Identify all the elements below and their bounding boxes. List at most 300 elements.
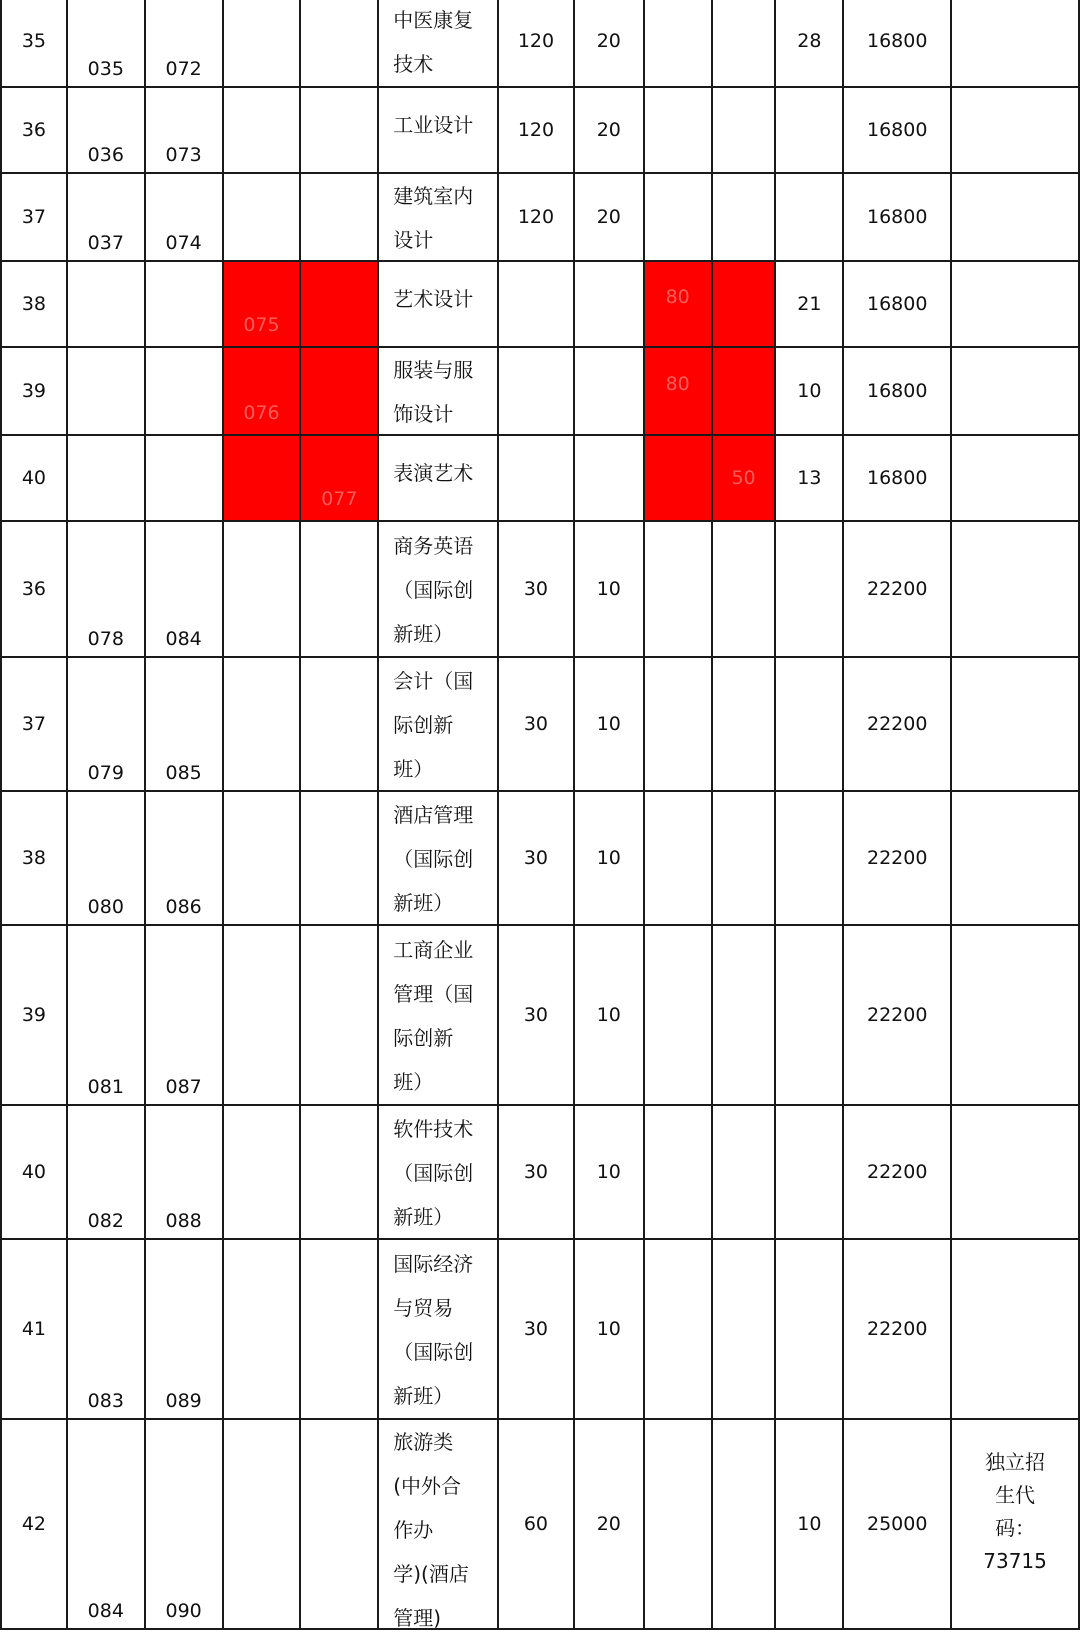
tuition-fee: 16800 — [867, 206, 928, 228]
program-name — [393, 928, 493, 1104]
code-c-cell — [223, 347, 301, 435]
plan-count-cell — [498, 173, 574, 261]
code-d-cell — [300, 1105, 378, 1239]
note-cell — [951, 657, 1079, 791]
row-number: 40 — [21, 467, 47, 489]
code-c-cell — [223, 1105, 301, 1239]
code-c-cell — [223, 791, 301, 925]
row-number: 36 — [21, 578, 47, 600]
plan-count-2-cell — [574, 521, 644, 657]
art-count-2-cell — [712, 1105, 776, 1239]
art-count-2-cell — [712, 1239, 776, 1419]
table-row — [1, 657, 1079, 791]
code-b-cell — [145, 925, 223, 1105]
program-name-cell — [378, 435, 498, 521]
program-name-line: 建筑室内 — [393, 184, 474, 208]
program-name-line: 班） — [393, 757, 434, 781]
code-c-cell — [223, 925, 301, 1105]
program-name-cell — [378, 1105, 498, 1239]
program-name-line: 作办 — [393, 1518, 434, 1542]
code-a: 081 — [87, 1076, 124, 1098]
art-count-2-cell — [712, 261, 776, 347]
plan-count: 120 — [517, 30, 555, 52]
code-b: 087 — [165, 1076, 202, 1098]
program-name-line: 会计（国 — [393, 669, 474, 693]
row-number: 35 — [21, 30, 47, 52]
note-line: 73715 — [983, 1549, 1047, 1573]
program-name-line: 旅游类 — [393, 1430, 454, 1454]
plan-count-2-cell — [574, 347, 644, 435]
art-count-cell — [644, 1419, 712, 1629]
program-name — [393, 1107, 493, 1239]
table-row — [1, 925, 1079, 1105]
code-a: 082 — [87, 1210, 124, 1232]
code-c-cell — [223, 657, 301, 791]
row-number-cell — [1, 791, 67, 925]
extra-count: 28 — [797, 30, 822, 52]
art-count-2-cell — [712, 925, 776, 1105]
row-number-cell — [1, 1105, 67, 1239]
code-b: 085 — [165, 762, 202, 784]
code-b: 086 — [165, 896, 202, 918]
program-name-line: 艺术设计 — [393, 287, 474, 311]
code-b-cell — [145, 1239, 223, 1419]
program-name-cell — [378, 521, 498, 657]
row-number-cell — [1, 925, 67, 1105]
program-name-cell — [378, 925, 498, 1105]
code-d-cell — [300, 0, 378, 87]
art-count-cell — [644, 521, 712, 657]
extra-count-cell — [775, 173, 843, 261]
program-name — [393, 524, 493, 656]
code-a-cell — [67, 347, 145, 435]
plan-count: 30 — [523, 1161, 549, 1183]
code-d-cell — [300, 521, 378, 657]
extra-count-cell — [775, 1105, 843, 1239]
code-a-cell — [67, 1419, 145, 1629]
plan-count-cell — [498, 87, 574, 173]
art-count: 80 — [665, 373, 690, 396]
art-count-cell — [644, 1105, 712, 1239]
row-number-cell — [1, 1239, 67, 1419]
program-name — [393, 793, 493, 925]
program-name-line: （国际创 — [393, 578, 474, 602]
art-count: 80 — [665, 286, 690, 309]
code-b-cell — [145, 1419, 223, 1629]
program-name-line: 与贸易 — [393, 1296, 454, 1320]
art-count-2-cell — [712, 87, 776, 173]
code-b: 074 — [165, 232, 202, 254]
art-count-cell — [644, 1239, 712, 1419]
extra-count-cell — [775, 657, 843, 791]
code-b-cell — [145, 1105, 223, 1239]
extra-count-cell — [775, 347, 843, 435]
program-name-line: （国际创 — [393, 847, 474, 871]
row-number: 37 — [21, 206, 47, 228]
extra-count: 10 — [797, 380, 822, 402]
program-name-line: 新班） — [393, 891, 454, 915]
program-name-line: 工业设计 — [393, 113, 474, 137]
program-name-line: 管理（国 — [393, 982, 474, 1006]
table-row — [1, 521, 1079, 657]
tuition-fee: 16800 — [867, 119, 928, 141]
code-a-cell — [67, 791, 145, 925]
program-name-line: 国际经济 — [393, 1252, 474, 1276]
plan-count-2-cell — [574, 0, 644, 87]
code-d-cell — [300, 347, 378, 435]
plan-count-2-cell — [574, 1105, 644, 1239]
row-number-cell — [1, 657, 67, 791]
tuition-fee-cell — [843, 791, 951, 925]
program-name — [393, 1242, 493, 1418]
table-row — [1, 1239, 1079, 1419]
plan-count-2: 20 — [596, 206, 621, 228]
code-a: 079 — [87, 762, 124, 784]
program-name-line: 服装与服 — [393, 358, 474, 382]
code-a-cell — [67, 173, 145, 261]
table-row — [1, 87, 1079, 173]
extra-count-cell — [775, 0, 843, 87]
program-name — [393, 174, 493, 262]
code-c-cell — [223, 1239, 301, 1419]
plan-count-cell — [498, 657, 574, 791]
code-d-cell — [300, 657, 378, 791]
extra-count-cell — [775, 521, 843, 657]
plan-count-2-cell — [574, 1239, 644, 1419]
program-name-cell — [378, 261, 498, 347]
program-name-cell — [378, 1239, 498, 1419]
note-line: 独立招 — [985, 1450, 1046, 1474]
note-cell — [951, 791, 1079, 925]
code-b-cell — [145, 261, 223, 347]
code-c-cell — [223, 261, 301, 347]
row-number: 39 — [21, 1004, 47, 1026]
plan-count-2: 20 — [596, 1513, 621, 1535]
note-line: 生代 — [995, 1483, 1036, 1507]
plan-count: 30 — [523, 1004, 549, 1026]
program-name — [393, 659, 493, 791]
art-count-cell — [644, 0, 712, 87]
extra-count-cell — [775, 435, 843, 521]
tuition-fee-cell — [843, 0, 951, 87]
plan-count: 30 — [523, 713, 549, 735]
row-number: 41 — [21, 1318, 47, 1340]
art-count-2-cell — [712, 657, 776, 791]
code-a: 078 — [87, 628, 124, 650]
extra-count-cell — [775, 87, 843, 173]
plan-count-cell — [498, 435, 574, 521]
plan-count-cell — [498, 521, 574, 657]
program-name-line: 新班） — [393, 622, 454, 646]
art-count-cell — [644, 435, 712, 521]
code-b: 072 — [165, 58, 202, 80]
program-name — [393, 1420, 493, 1636]
art-count-2-cell — [712, 435, 776, 521]
extra-count-cell — [775, 791, 843, 925]
table-row — [1, 1105, 1079, 1239]
program-name-cell — [378, 87, 498, 173]
program-name-cell — [378, 347, 498, 435]
code-b-cell — [145, 347, 223, 435]
row-number: 37 — [21, 713, 47, 735]
art-count-2-cell — [712, 791, 776, 925]
plan-count-cell — [498, 1105, 574, 1239]
plan-count-2: 10 — [596, 847, 621, 869]
plan-count-cell — [498, 925, 574, 1105]
row-number-cell — [1, 347, 67, 435]
plan-count-2-cell — [574, 1419, 644, 1629]
code-a: 036 — [87, 144, 124, 166]
art-count-2: 50 — [731, 467, 756, 489]
code-b-cell — [145, 791, 223, 925]
note-cell — [951, 521, 1079, 657]
plan-count-2-cell — [574, 791, 644, 925]
code-c-cell — [223, 1419, 301, 1629]
plan-count-2: 10 — [596, 578, 621, 600]
tuition-fee-cell — [843, 1419, 951, 1629]
plan-count: 120 — [517, 119, 555, 141]
plan-count-2: 10 — [596, 1004, 621, 1026]
plan-count: 30 — [523, 1318, 549, 1340]
code-a: 083 — [87, 1390, 124, 1412]
code-d-cell — [300, 261, 378, 347]
extra-count: 10 — [797, 1513, 822, 1535]
row-number-cell — [1, 0, 67, 87]
extra-count: 13 — [797, 467, 822, 489]
art-count-cell — [644, 657, 712, 791]
tuition-fee-cell — [843, 925, 951, 1105]
row-number: 40 — [21, 1161, 47, 1183]
code-a: 084 — [87, 1600, 124, 1622]
code-d: 077 — [321, 488, 358, 510]
table-row — [1, 791, 1079, 925]
plan-count-2-cell — [574, 925, 644, 1105]
plan-count-2-cell — [574, 435, 644, 521]
row-number: 42 — [21, 1513, 47, 1535]
tuition-fee: 22200 — [867, 713, 928, 735]
tuition-fee-cell — [843, 173, 951, 261]
row-number-cell — [1, 173, 67, 261]
program-name-line: （国际创 — [393, 1161, 474, 1185]
plan-count: 120 — [517, 206, 555, 228]
plan-count-cell — [498, 1239, 574, 1419]
program-name — [393, 348, 493, 436]
code-c-cell — [223, 521, 301, 657]
program-name-cell — [378, 0, 498, 87]
art-count-cell — [644, 791, 712, 925]
art-count-cell — [644, 173, 712, 261]
program-name-line: 中医康复 — [393, 8, 474, 32]
plan-count-cell — [498, 791, 574, 925]
program-name-line: 际创新 — [393, 713, 454, 737]
note-cell — [951, 87, 1079, 173]
program-name-line: 酒店管理 — [393, 803, 474, 827]
program-name-line: 学)(酒店 — [393, 1562, 469, 1586]
art-count-2-cell — [712, 521, 776, 657]
code-a-cell — [67, 657, 145, 791]
tuition-fee: 25000 — [867, 1513, 928, 1535]
code-c-cell — [223, 87, 301, 173]
program-name — [393, 451, 493, 495]
extra-count-cell — [775, 925, 843, 1105]
tuition-fee-cell — [843, 261, 951, 347]
plan-count-2: 20 — [596, 119, 621, 141]
program-name — [393, 103, 493, 147]
tuition-fee: 16800 — [867, 467, 928, 489]
plan-count-2: 10 — [596, 1318, 621, 1340]
tuition-fee-cell — [843, 347, 951, 435]
note-cell — [951, 1239, 1079, 1419]
art-count-cell — [644, 87, 712, 173]
code-b: 089 — [165, 1390, 202, 1412]
code-d-cell — [300, 87, 378, 173]
program-name-line: 班） — [393, 1070, 434, 1094]
extra-count-cell — [775, 1419, 843, 1629]
code-a-cell — [67, 521, 145, 657]
code-b-cell — [145, 521, 223, 657]
program-name-line: （国际创 — [393, 1340, 474, 1364]
row-number: 39 — [21, 380, 47, 402]
program-name-line: 技术 — [393, 52, 434, 76]
tuition-fee: 16800 — [867, 30, 928, 52]
program-name-line: 饰设计 — [393, 402, 454, 426]
program-name-line: 商务英语 — [393, 534, 474, 558]
table-row — [1, 261, 1079, 347]
art-count-cell — [644, 347, 712, 435]
plan-count-cell — [498, 261, 574, 347]
table-row — [1, 435, 1079, 521]
plan-count-2-cell — [574, 657, 644, 791]
code-d-cell — [300, 435, 378, 521]
code-b: 073 — [165, 144, 202, 166]
extra-count-cell — [775, 261, 843, 347]
note-cell — [951, 1105, 1079, 1239]
table-row — [1, 1419, 1079, 1629]
tuition-fee-cell — [843, 1239, 951, 1419]
art-count-2-cell — [712, 347, 776, 435]
program-name-line: 设计 — [393, 228, 434, 252]
plan-count: 30 — [523, 847, 549, 869]
tuition-fee: 16800 — [867, 380, 928, 402]
program-name — [393, 277, 493, 321]
row-number-cell — [1, 87, 67, 173]
code-d-cell — [300, 925, 378, 1105]
code-a-cell — [67, 1239, 145, 1419]
note-cell — [951, 435, 1079, 521]
code-c-cell — [223, 0, 301, 87]
program-name — [393, 0, 493, 86]
code-b: 090 — [165, 1600, 202, 1622]
note-cell — [951, 261, 1079, 347]
art-count-2-cell — [712, 1419, 776, 1629]
tuition-fee-cell — [843, 87, 951, 173]
program-name-cell — [378, 791, 498, 925]
program-name-line: 软件技术 — [393, 1117, 474, 1141]
row-number-cell — [1, 1419, 67, 1629]
plan-count-2-cell — [574, 87, 644, 173]
code-a-cell — [67, 435, 145, 521]
row-number-cell — [1, 261, 67, 347]
plan-count: 60 — [523, 1513, 549, 1535]
program-name-line: 表演艺术 — [393, 461, 474, 485]
plan-count: 30 — [523, 578, 549, 600]
program-name-line: 际创新 — [393, 1026, 454, 1050]
program-name-line: 管理) — [393, 1606, 442, 1630]
tuition-fee-cell — [843, 435, 951, 521]
program-name-line: 工商企业 — [393, 938, 474, 962]
tuition-fee-cell — [843, 657, 951, 791]
code-b-cell — [145, 657, 223, 791]
table-row — [1, 347, 1079, 435]
code-a: 037 — [87, 232, 124, 254]
note-cell — [951, 0, 1079, 87]
extra-count-cell — [775, 1239, 843, 1419]
program-name-line: (中外合 — [393, 1474, 462, 1498]
code-c-cell — [223, 173, 301, 261]
art-count-2-cell — [712, 0, 776, 87]
extra-count: 21 — [797, 293, 822, 315]
code-a-cell — [67, 0, 145, 87]
plan-count-cell — [498, 0, 574, 87]
tuition-fee-cell — [843, 1105, 951, 1239]
code-b-cell — [145, 435, 223, 521]
code-a: 080 — [87, 896, 124, 918]
plan-count-cell — [498, 1419, 574, 1629]
tuition-fee: 22200 — [867, 578, 928, 600]
tuition-fee: 22200 — [867, 1318, 928, 1340]
note-cell — [951, 347, 1079, 435]
code-d-cell — [300, 173, 378, 261]
note-text — [952, 1446, 1078, 1578]
program-name-cell — [378, 1419, 498, 1629]
note-line: 码： — [995, 1516, 1036, 1540]
tuition-fee: 22200 — [867, 847, 928, 869]
plan-count-cell — [498, 347, 574, 435]
row-number-cell — [1, 521, 67, 657]
code-c: 075 — [243, 314, 280, 336]
row-number: 36 — [21, 119, 47, 141]
art-count-cell — [644, 925, 712, 1105]
row-number: 38 — [21, 847, 47, 869]
row-number: 38 — [21, 293, 47, 315]
code-a-cell — [67, 87, 145, 173]
code-b: 084 — [165, 628, 202, 650]
plan-count-2: 10 — [596, 713, 621, 735]
row-number-cell — [1, 435, 67, 521]
note-cell — [951, 173, 1079, 261]
note-cell — [951, 925, 1079, 1105]
code-b: 088 — [165, 1210, 202, 1232]
program-name-line: 新班） — [393, 1384, 454, 1408]
tuition-fee: 22200 — [867, 1004, 928, 1026]
plan-count-2: 10 — [596, 1161, 621, 1183]
plan-count-2: 20 — [596, 30, 621, 52]
plan-count-2-cell — [574, 261, 644, 347]
note-cell — [951, 1419, 1079, 1629]
tuition-fee: 22200 — [867, 1161, 928, 1183]
program-name-line: 新班） — [393, 1205, 454, 1229]
plan-count-2-cell — [574, 173, 644, 261]
tuition-fee-cell — [843, 521, 951, 657]
tuition-fee: 16800 — [867, 293, 928, 315]
code-a: 035 — [87, 58, 124, 80]
code-b-cell — [145, 87, 223, 173]
code-d-cell — [300, 1239, 378, 1419]
code-b-cell — [145, 173, 223, 261]
code-a-cell — [67, 925, 145, 1105]
code-a-cell — [67, 261, 145, 347]
table-row — [1, 173, 1079, 261]
